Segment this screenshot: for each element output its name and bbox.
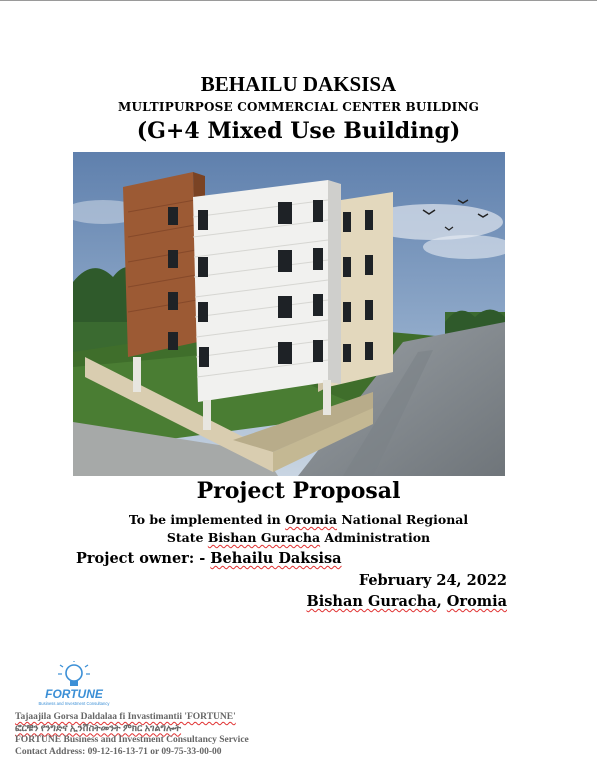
footer-line-english: FORTUNE Business and Investment Consultancy Service — [15, 735, 249, 745]
impl-prefix: To be implemented in — [128, 512, 286, 527]
proposal-heading: Project Proposal — [196, 478, 401, 504]
owner-value: Behailu Daksisa — [210, 550, 342, 567]
proposal-place — [307, 593, 508, 610]
owner-label: Project owner: - — [76, 550, 211, 567]
owner-title: BEHAILU DAKSISA — [200, 72, 397, 96]
implementation-statement — [0, 511, 597, 547]
implementation-line-1 — [0, 511, 597, 529]
logo-tagline: Business and Investment Consultancy — [38, 701, 110, 706]
logo-text: FORTUNE — [45, 687, 103, 701]
footer-contact — [15, 712, 249, 758]
place-separator: , — [436, 593, 447, 610]
footer-line-contact: Contact Address: 09-12-16-13-71 or 09-75-33-00-00 — [15, 746, 222, 757]
place-town: Bishan Guracha — [306, 593, 437, 610]
building-title: MULTIPURPOSE COMMERCIAL CENTER BUILDING — [117, 100, 480, 114]
building-rendering-image — [73, 152, 505, 476]
proposal-date: February 24, 2022 — [358, 572, 507, 589]
footer-line-oromo: Tajaajila Gorsa Daldalaa fi Invastimantii 'FORTUNE' — [15, 712, 236, 722]
bulb-icon — [58, 661, 90, 686]
fortune-logo — [24, 661, 124, 707]
project-owner — [76, 550, 342, 567]
impl-state: State — [166, 530, 208, 545]
impl-admin: Administration — [320, 530, 431, 545]
building-type-title: (G+4 Mixed Use Building) — [136, 118, 461, 144]
implementation-line-2 — [0, 529, 597, 547]
place-region: Oromia — [446, 593, 507, 610]
impl-region: Oromia — [285, 512, 338, 527]
impl-zone: Bishan Guracha — [207, 530, 321, 545]
page-top-border — [0, 0, 597, 1]
impl-mid: National Regional — [337, 512, 469, 527]
footer-line-amharic: ፎርቹን የንግድና ኢንቨስትመንት ምክር አገልግሎት — [15, 723, 182, 734]
